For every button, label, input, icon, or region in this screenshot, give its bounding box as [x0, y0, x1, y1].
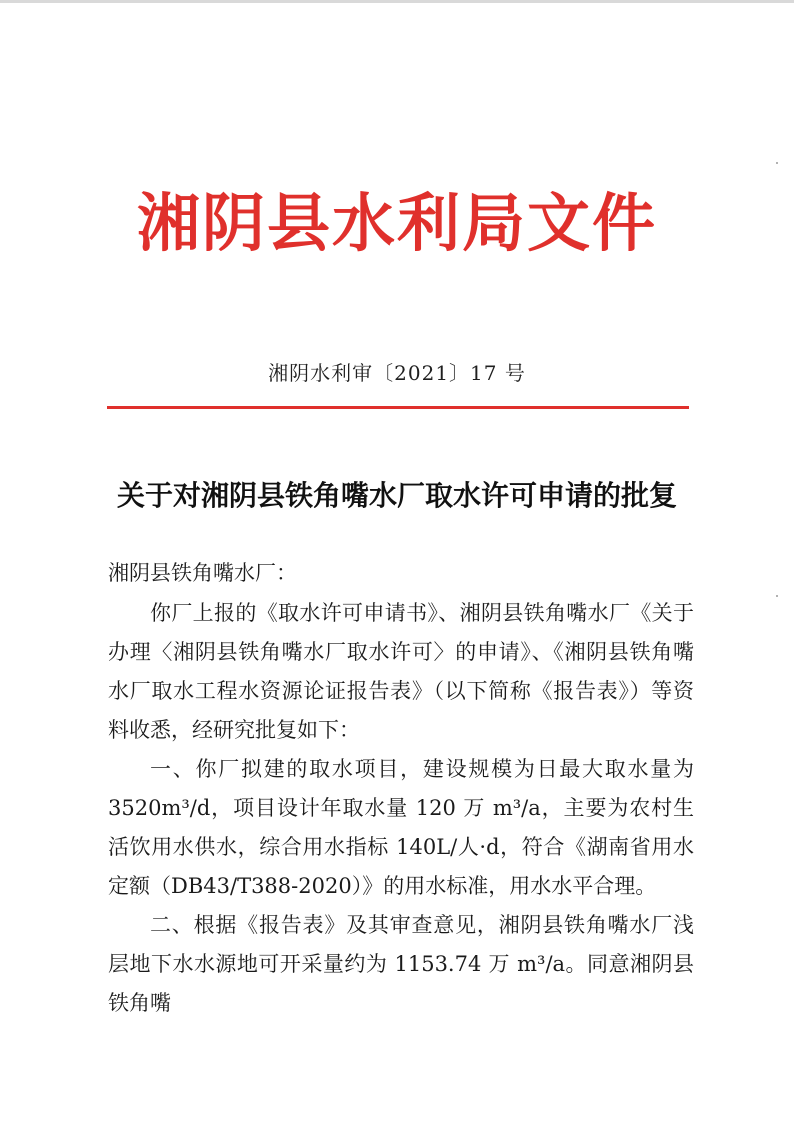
- body-paragraph: 一、你厂拟建的取水项目，建设规模为日最大取水量为3520m³/d，项目设计年取水量 120 万 m³/a，主要为农村生活饮用水供水，综合用水指标 140L/人·d，符合《湖南省用水定额（DB43/T388-2020）》的用水标准，用水水平合理。: [108, 757, 694, 898]
- agency-header-title: 湘阴县水利局文件: [137, 186, 657, 260]
- salutation: 湘阴县铁角嘴水厂：: [108, 561, 297, 585]
- body-paragraph: 你厂上报的《取水许可申请书》、湘阴县铁角嘴水厂《关于办理〈湘阴县铁角嘴水厂取水许可〉的申请》、《湘阴县铁角嘴水厂取水工程水资源论证报告表》（以下简称《报告表》）等资料收悉，经研究批复如下：: [108, 601, 694, 742]
- scan-edge: [0, 0, 794, 3]
- document-title: 关于对湘阴县铁角嘴水厂取水许可申请的批复: [116, 479, 677, 512]
- scan-speck: [776, 162, 778, 164]
- red-separator-line: [107, 406, 689, 409]
- document-number: 湘阴水利审〔2021〕17 号: [268, 361, 526, 385]
- body-paragraph: 二、根据《报告表》及其审查意见，湘阴县铁角嘴水厂浅层地下水水源地可开采量约为 1153.74 万 m³/a。同意湘阴县铁角嘴: [108, 913, 694, 1015]
- scan-speck: [776, 595, 778, 597]
